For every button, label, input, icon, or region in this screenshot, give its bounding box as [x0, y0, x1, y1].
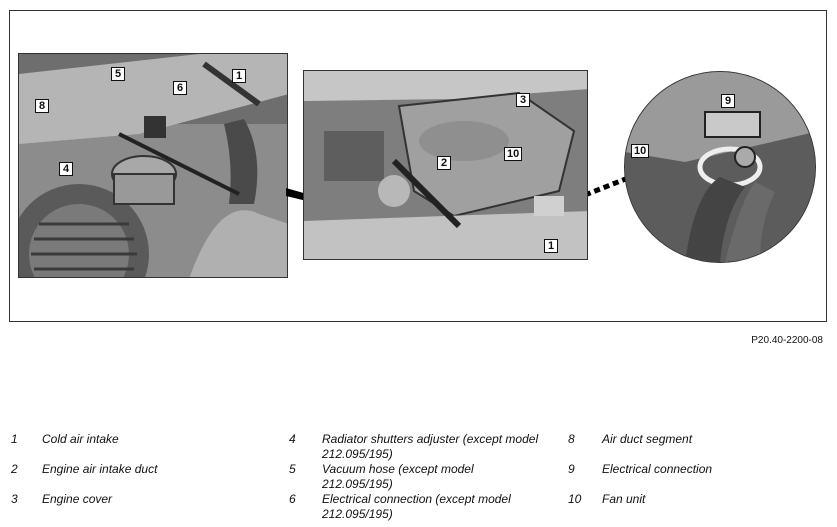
callout-3: 3	[516, 93, 530, 107]
connector-detail-photo	[624, 71, 816, 263]
callout-2: 2	[437, 156, 451, 170]
legend-text-4: Radiator shutters adjuster (except model 212.095/195)	[322, 432, 539, 461]
legend-num-5: 5	[289, 462, 296, 476]
legend-num-1: 1	[11, 432, 18, 446]
legend-text-1: Cold air intake	[42, 432, 119, 446]
callout-4: 4	[59, 162, 73, 176]
legend-text-10: Fan unit	[602, 492, 646, 506]
legend-num-4: 4	[289, 432, 296, 446]
figure-reference: P20.40-2200-08	[751, 335, 823, 346]
legend-text-2: Engine air intake duct	[42, 462, 158, 476]
legend-num-2: 2	[11, 462, 18, 476]
legend-text-8: Air duct segment	[602, 432, 693, 446]
callout-5: 5	[111, 67, 125, 81]
callout-1: 1	[232, 69, 246, 83]
callout-10: 10	[504, 147, 522, 161]
legend-text-9: Electrical connection	[602, 462, 713, 476]
legend-num-6: 6	[289, 492, 296, 506]
legend-num-10: 10	[568, 492, 582, 506]
callout-6: 6	[173, 81, 187, 95]
legend-text-5: Vacuum hose (except model 212.095/195)	[322, 462, 474, 491]
legend-num-8: 8	[568, 432, 575, 446]
callout-1-center: 1	[544, 239, 558, 253]
legend-num-9: 9	[568, 462, 575, 476]
legend-text-3: Engine cover	[42, 492, 113, 506]
legend-text-6: Electrical connection (except model 212.095/195)	[322, 492, 511, 521]
legend-num-3: 3	[11, 492, 18, 506]
callout-8: 8	[35, 99, 49, 113]
callout-10-right: 10	[631, 144, 649, 158]
engine-bay-photo	[303, 70, 588, 260]
callout-9: 9	[721, 94, 735, 108]
